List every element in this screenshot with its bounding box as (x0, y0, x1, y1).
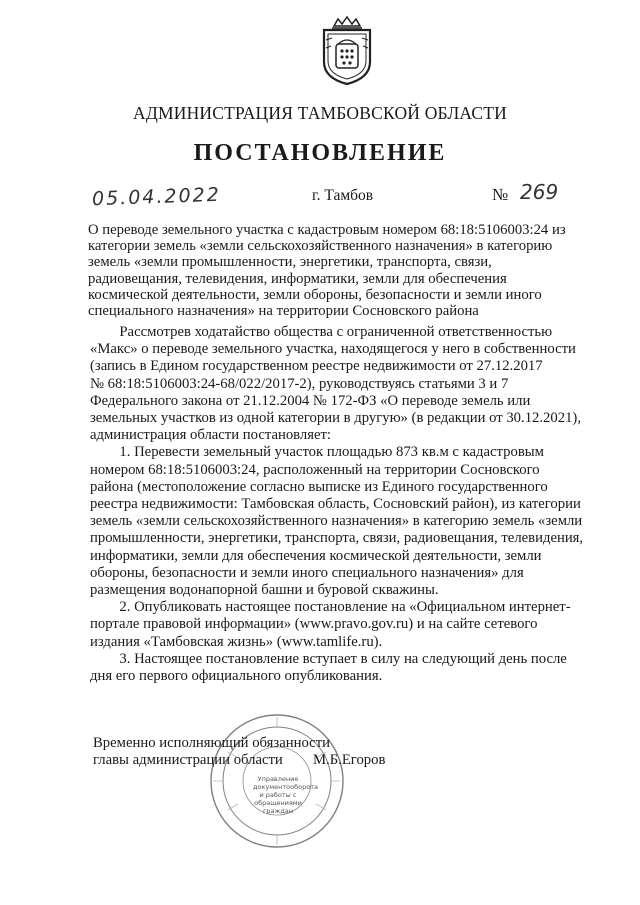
body-line: 3. Настоящее постановление вступает в силу на следующий день после (90, 650, 567, 667)
organization-title: АДМИНИСТРАЦИЯ ТАМБОВСКОЙ ОБЛАСТИ (133, 103, 507, 123)
body-line: (запись в Едином государственном реестре недвижимости от 27.12.2017 (90, 358, 543, 375)
body-line: дня его первого официального опубликования. (90, 668, 383, 685)
body-line: портале правовой информации» (www.pravo.gov.ru) и на сайте сетевого (90, 616, 538, 633)
body-line: земель «земли сельскохозяйственного назначения» в категорию земель «земли (90, 513, 583, 530)
document-subject (88, 222, 600, 319)
body-line: № 68:18:5106003:24-68/022/2017-2), руководствуясь статьями 3 и 7 (90, 375, 509, 392)
body-line: земельных участков из одной категории в другую» (в редакции от 30.12.2021), (90, 410, 581, 427)
body-line: размещения водонапорной башни и буровой скважины. (90, 582, 439, 599)
subject-line: космической деятельности, земли обороны, безопасности и земли иного (88, 286, 542, 303)
body-line: издания «Тамбовская жизнь» (www.tamlife.ru). (90, 633, 383, 650)
subject-line: специального назначения» на территории Сосновского района (88, 303, 479, 320)
body-line: Федерального закона от 21.12.2004 № 172-ФЗ «О переводе земель или (90, 392, 531, 409)
body-line: номером 68:18:5106003:24, расположенный на территории Сосновского (90, 461, 540, 478)
document-type-title: ПОСТАНОВЛЕНИЕ (193, 140, 447, 166)
subject-line: О переводе земельного участка с кадастровым номером 68:18:5106003:24 из (88, 222, 566, 238)
subject-line: земель «земли промышленности, энергетики, транспорта, связи, (88, 254, 492, 271)
stamp-center-text: Управление документооборота и работы с обращениями граждан (253, 775, 318, 815)
body-line: района (местоположение согласно выписке из Единого государственного (90, 478, 548, 495)
body-line: Рассмотрев ходатайство общества с ограниченной ответственностью (90, 324, 553, 340)
document-city: г. Тамбов (312, 187, 374, 204)
signatory-name: М.Б.Егоров (313, 752, 386, 768)
body-line: администрация области постановляет: (90, 427, 332, 444)
body-line: информатики, земли для обеспечения космической деятельности, земли (90, 547, 542, 564)
body-line: обороны, безопасности и земли иного специального назначения» для (90, 564, 524, 581)
document-number: 269 (520, 180, 559, 204)
document-number-label: № (492, 185, 509, 204)
body-line: «Макс» о переводе земельного участка, находящегося у него в собственности (90, 341, 576, 358)
document-body (90, 324, 606, 685)
signatory-title-line-2: главы администрации области (93, 752, 283, 768)
document-date: 05.04.2022 (91, 183, 222, 211)
subject-line: радиовещания, телевидения, информатики, земли для обеспечения (88, 270, 507, 287)
signatory-title-line-1: Временно исполняющий обязанности (93, 735, 330, 751)
body-line: промышленности, энергетики, транспорта, связи, радиовещания, телевидения, (90, 530, 584, 547)
coat-of-arms-icon (316, 16, 378, 86)
body-line: реестра недвижимости: Тамбовская область, Сосновский район), из категории (90, 496, 581, 513)
body-line: 2. Опубликовать настоящее постановление на «Официальном интернет- (90, 599, 571, 616)
body-line: 1. Перевести земельный участок площадью 873 кв.м с кадастровым (90, 444, 544, 461)
subject-line: категории земель «земли сельскохозяйственного назначения» в категорию (88, 238, 553, 255)
